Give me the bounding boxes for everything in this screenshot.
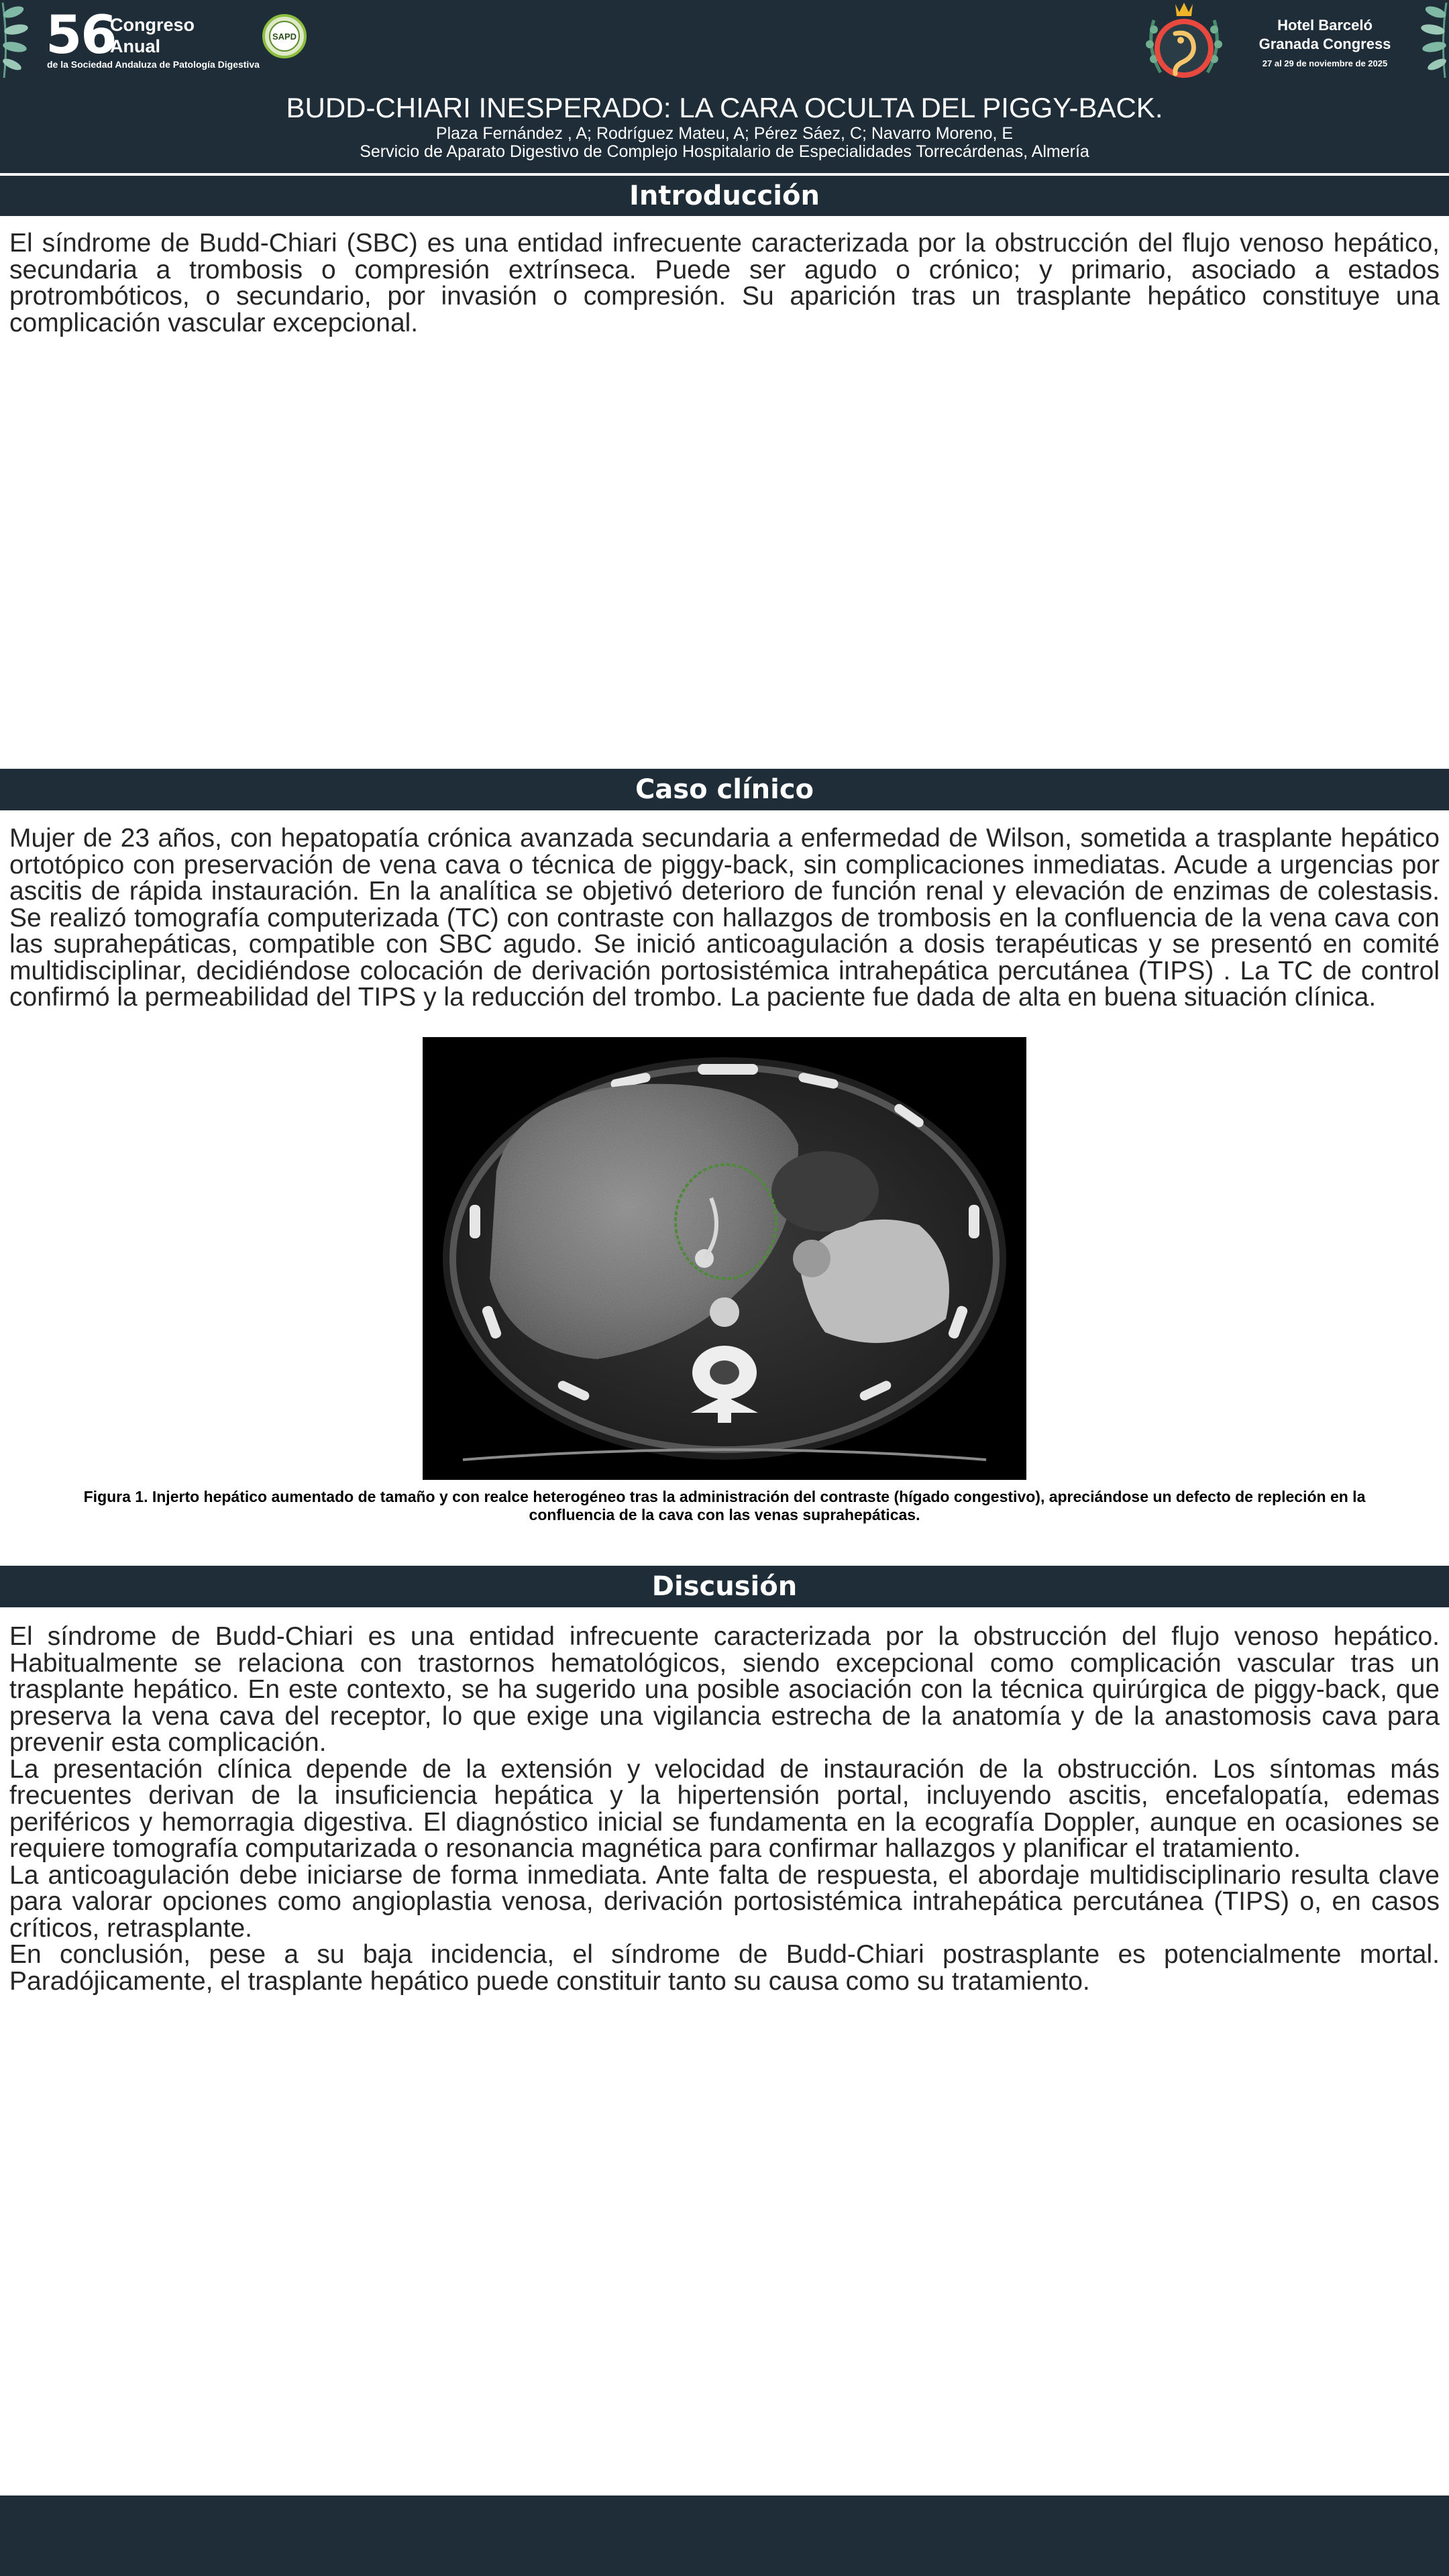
brand-word-congreso: Congreso	[110, 15, 195, 35]
section-heading-introduccion: Introducción	[0, 176, 1449, 216]
figure-caption: Figura 1. Injerto hepático aumentado de tamaño y con realce heterogéneo tras la administración del contraste (hígado congestivo), apreciándose un defecto de repleción en la confluencia de la cava con las venas suprahepáticas.	[83, 1488, 1366, 1523]
introduccion-paragraph: El síndrome de Budd-Chiari (SBC) es una entidad infrecuente caracterizada por la obstrucción del flujo venoso hepático, secundaria a trombosis o compresión extrínseca. Puede ser agudo o crónico; y primario, asociado a estados protrombóticos, o secundario, por invasión o compresión. Su aparición tras un trasplante hepático constituye una complicación vascular excepcional.	[9, 229, 1440, 337]
poster-footer	[0, 2496, 1449, 2576]
leaf-right-icon	[1409, 0, 1449, 80]
venue-info	[1248, 16, 1402, 71]
section-heading-discusion: Discusión	[0, 1566, 1449, 1607]
venue-name: Granada Congress	[1258, 36, 1391, 52]
venue-dates: 27 al 29 de noviembre de 2025	[1262, 58, 1388, 68]
discusion-paragraph: En conclusión, pese a su baja incidencia, el síndrome de Budd-Chiari postrasplante es potencialmente mortal. Paradójicamente, el trasplante hepático puede constituir tanto su causa como su tratamiento.	[9, 1940, 1440, 1996]
sapd-logo-text: SAPD	[272, 32, 297, 42]
congress-emblem-icon	[1140, 0, 1228, 86]
poster-title: BUDD-CHIARI INESPERADO: LA CARA OCULTA DEL PIGGY-BACK.	[286, 92, 1163, 123]
sapd-logo-icon	[262, 13, 307, 59]
section-heading-caso-clinico: Caso clínico	[0, 769, 1449, 810]
brand-word-anual: Anual	[110, 36, 161, 56]
poster-authors: Plaza Fernández , A; Rodríguez Mateu, A; Pérez Sáez, C; Navarro Moreno, E	[435, 124, 1014, 143]
discusion-paragraph: El síndrome de Budd-Chiari es una entidad infrecuente caracterizada por la obstrucción del flujo venoso hepático. Habitualmente se relaciona con trastornos hematológicos, siendo excepcional como complicación vascular tras un trasplante hepático. En este contexto, se ha sugerido una posible asociación con la técnica quirúrgica de piggy-back, que preserva la vena cava del receptor, lo que exige una vigilancia estrecha de la anatomía y de la anastomosis cava para prevenir esta complicación.	[9, 1622, 1440, 1757]
caso-clinico-paragraph: Mujer de 23 años, con hepatopatía crónica avanzada secundaria a enfermedad de Wilson, sometida a trasplante hepático ortotópico con preservación de vena cava o técnica de piggy-back, sin complicaciones inmediatas. Acude a urgencias por ascitis de rápida instauración. En la analítica se objetivó deterioro de función renal y elevación de enzimas de colestasis. Se realizó tomografía computerizada (TC) con contraste con hallazgos de trombosis en la confluencia de la vena cava con las suprahepáticas, compatible con SBC agudo. Se inició anticoagulación a dosis terapéuticas y se presentó en comité multidisciplinar, decidiéndose colocación de derivación portosistémica intrahepática percutánea (TIPS) . La TC de control confirmó la permeabilidad del TIPS y la reducción del trombo. La paciente fue dada de alta en buena situación clínica.	[9, 824, 1440, 1012]
discusion-body	[9, 1623, 1440, 1994]
title-block	[0, 91, 1449, 161]
brand-subtitle: de la Sociedad Andaluza de Patología Digestiva	[47, 59, 260, 70]
caso-clinico-body	[9, 825, 1440, 1011]
discusion-paragraph: La anticoagulación debe iniciarse de forma inmediata. Ante falta de respuesta, el abordaje multidisciplinario resulta clave para valorar opciones como angioplastia venosa, derivación portosistémica intrahepática percutánea (TIPS) o, en casos críticos, retrasplante.	[9, 1860, 1440, 1943]
introduccion-body	[9, 230, 1440, 336]
venue-hotel: Hotel Barceló	[1277, 17, 1373, 34]
leaf-left-icon	[0, 0, 40, 80]
brand-number: 56	[46, 5, 116, 66]
discusion-paragraph: La presentación clínica depende de la extensión y velocidad de instauración de la obstrucción. Los síntomas más frecuentes derivan de la insuficiencia hepática y la hipertensión portal, incluyendo ascitis, encefalopatía, edemas periféricos y hemorragia digestiva. El diagnóstico inicial se fundamenta en la ecografía Doppler, aunque en ocasiones se requiere tomografía computarizada o resonancia magnética para confirmar hallazgos y planificar el tratamiento.	[9, 1754, 1440, 1863]
poster-header	[0, 0, 1449, 173]
ct-scan-image	[423, 1037, 1026, 1480]
poster-affiliation: Servicio de Aparato Digestivo de Complejo Hospitalario de Especialidades Torrecárdenas, Almería	[360, 142, 1089, 161]
ct-scan-figure	[423, 1037, 1026, 1480]
